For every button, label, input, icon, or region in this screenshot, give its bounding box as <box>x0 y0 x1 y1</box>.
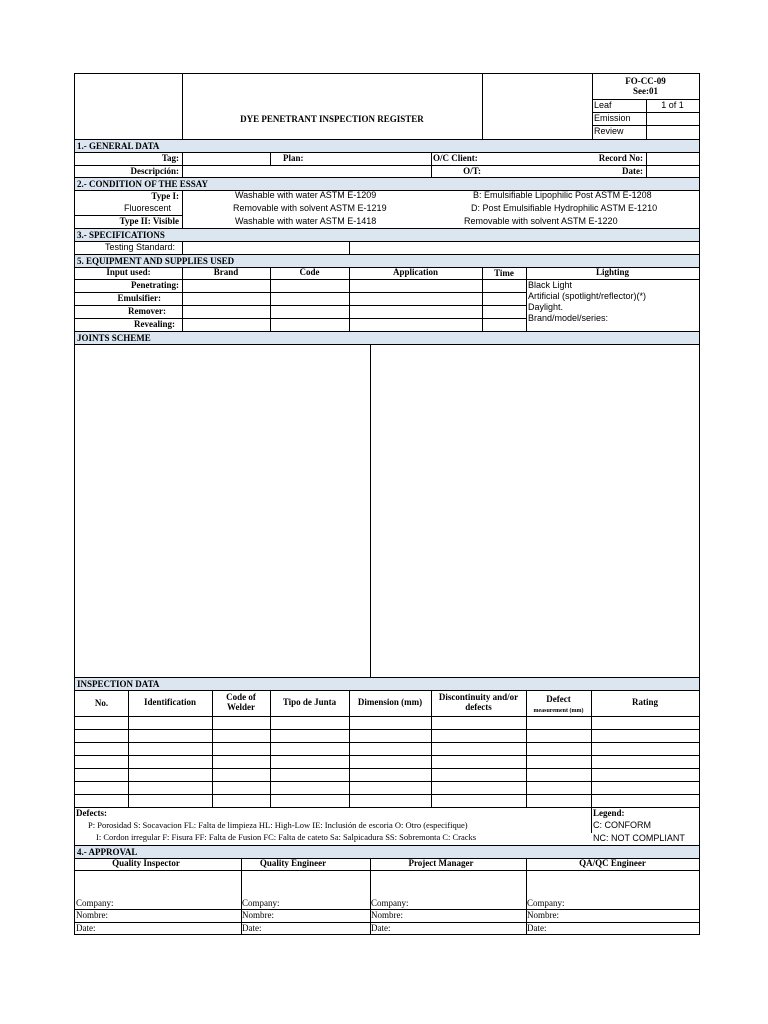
tag-label: Tag: <box>161 153 179 163</box>
section-equipment: 5. EQUIPMENT AND SUPPLIES USED <box>75 254 699 268</box>
name-label: Nombre: <box>527 910 559 920</box>
option-washable-e1418: Washable with water ASTM E-1418 <box>235 216 377 226</box>
section-inspection-data: INSPECTION DATA <box>75 677 699 691</box>
date-sign-label: Date: <box>527 923 547 933</box>
role-quality-inspector: Quality Inspector <box>112 858 180 868</box>
col-tipo-de-junta: Tipo de Junta <box>282 697 337 707</box>
col-dimension: Dimension (mm) <box>357 697 423 707</box>
company-label: Company: <box>242 898 280 908</box>
section-joints-scheme: JOINTS SCHEME <box>75 331 699 345</box>
lighting-black-light: Black Light <box>528 280 573 290</box>
type-ii-label: Type II: Visible <box>119 216 179 226</box>
legend-conform: C: CONFORM <box>593 820 651 830</box>
section-condition: 2.- CONDITION OF THE ESSAY <box>75 177 699 191</box>
company-label: Company: <box>371 898 409 908</box>
section-specifications: 3.- SPECIFICATIONS <box>75 228 699 242</box>
option-hydrophilic-e1210: D: Post Emulsifiable Hydrophilic ASTM E-1210 <box>471 203 658 213</box>
role-quality-engineer: Quality Engineer <box>259 858 327 868</box>
inspection-form <box>74 73 700 935</box>
legend-not-compliant: NC: NOT COMPLIANT <box>593 833 685 843</box>
col-discontinuity: Discontinuity and/or defects <box>438 692 519 712</box>
form-sec: See:01 <box>633 86 658 96</box>
description-label: Descripción: <box>130 166 179 176</box>
defects-line-2: I: Cordon irregular F: Fisura FF: Falta de Fusion FC: Falta de cateto Sa: Salpicadura SS: Sobremonta C: Cracks <box>96 832 477 842</box>
date-sign-label: Date: <box>371 923 391 933</box>
section-general-data: 1.- GENERAL DATA <box>75 139 699 153</box>
col-time: Time <box>494 268 514 278</box>
header-divider-left <box>182 74 183 139</box>
name-label: Nombre: <box>76 910 108 920</box>
row-emulsifier: Emulsifier: <box>117 293 161 303</box>
testing-standard-label: Testing Standard: <box>104 242 175 252</box>
form-code: FO-CC-09 <box>625 76 666 86</box>
option-solvent-e1220: Removable with solvent ASTM E-1220 <box>464 216 618 226</box>
date-label: Date: <box>622 166 643 176</box>
option-washable-e1209: Washable with water ASTM E-1209 <box>235 190 377 200</box>
role-project-manager: Project Manager <box>408 858 474 868</box>
col-input-used: Input used: <box>106 267 151 277</box>
lighting-artificial: Artificial (spotlight/reflector)(*) <box>528 291 647 301</box>
defects-title: Defects: <box>76 808 107 818</box>
leaf-value: 1 of 1 <box>661 100 684 110</box>
review-label: Review <box>594 126 624 136</box>
name-label: Nombre: <box>242 910 274 920</box>
lighting-brand-model: Brand/model/series: <box>528 313 609 323</box>
joints-scheme-divider <box>370 344 371 678</box>
leaf-label: Leaf <box>594 100 612 110</box>
col-no: No. <box>94 698 109 708</box>
emission-label: Emission <box>594 113 631 123</box>
date-sign-label: Date: <box>242 923 262 933</box>
col-code: Code <box>299 267 320 277</box>
ot-label: O/T: <box>463 166 481 176</box>
row-remover: Remover: <box>128 306 166 316</box>
row-penetrating: Penetrating: <box>131 280 179 290</box>
type-i-label: Type I: <box>151 191 179 201</box>
oc-client-label: O/C Client: <box>433 153 478 163</box>
company-label: Company: <box>76 898 114 908</box>
col-brand: Brand <box>213 267 239 277</box>
name-label: Nombre: <box>371 910 403 920</box>
col-lighting: Lighting <box>595 267 629 277</box>
option-lipophilic-e1208: B: Emulsifiable Lipophilic Post ASTM E-1208 <box>473 190 652 200</box>
col-rating: Rating <box>631 697 658 707</box>
col-identification: Identification <box>143 697 196 707</box>
defects-line-1: P: Porosidad S: Socavacion FL: Falta de limpieza HL: High-Low IE: Inclusión de escoria O: Otro (especifique) <box>88 820 468 830</box>
date-sign-label: Date: <box>76 923 96 933</box>
form-title: DYE PENETRANT INSPECTION REGISTER <box>240 114 424 124</box>
legend-title: Legend: <box>593 808 625 818</box>
plan-label: Plan: <box>283 153 304 163</box>
company-label: Company: <box>527 898 565 908</box>
section-approval: 4.- APPROVAL <box>75 845 699 859</box>
row-revealing: Revealing: <box>134 319 175 329</box>
record-no-label: Record No: <box>598 153 643 163</box>
col-defect-measurement: Defect measurement (mm) <box>533 694 584 714</box>
lighting-daylight: Daylight. <box>528 302 564 312</box>
fluorescent-label: Fluorescent <box>123 203 171 213</box>
role-qa-qc-engineer: QA/QC Engineer <box>579 858 646 868</box>
col-application: Application <box>392 267 438 277</box>
option-solvent-e1219: Removable with solvent ASTM E-1219 <box>233 203 387 213</box>
header-divider-mid <box>482 74 483 139</box>
col-code-of-welder: Code of Welder <box>226 692 256 712</box>
